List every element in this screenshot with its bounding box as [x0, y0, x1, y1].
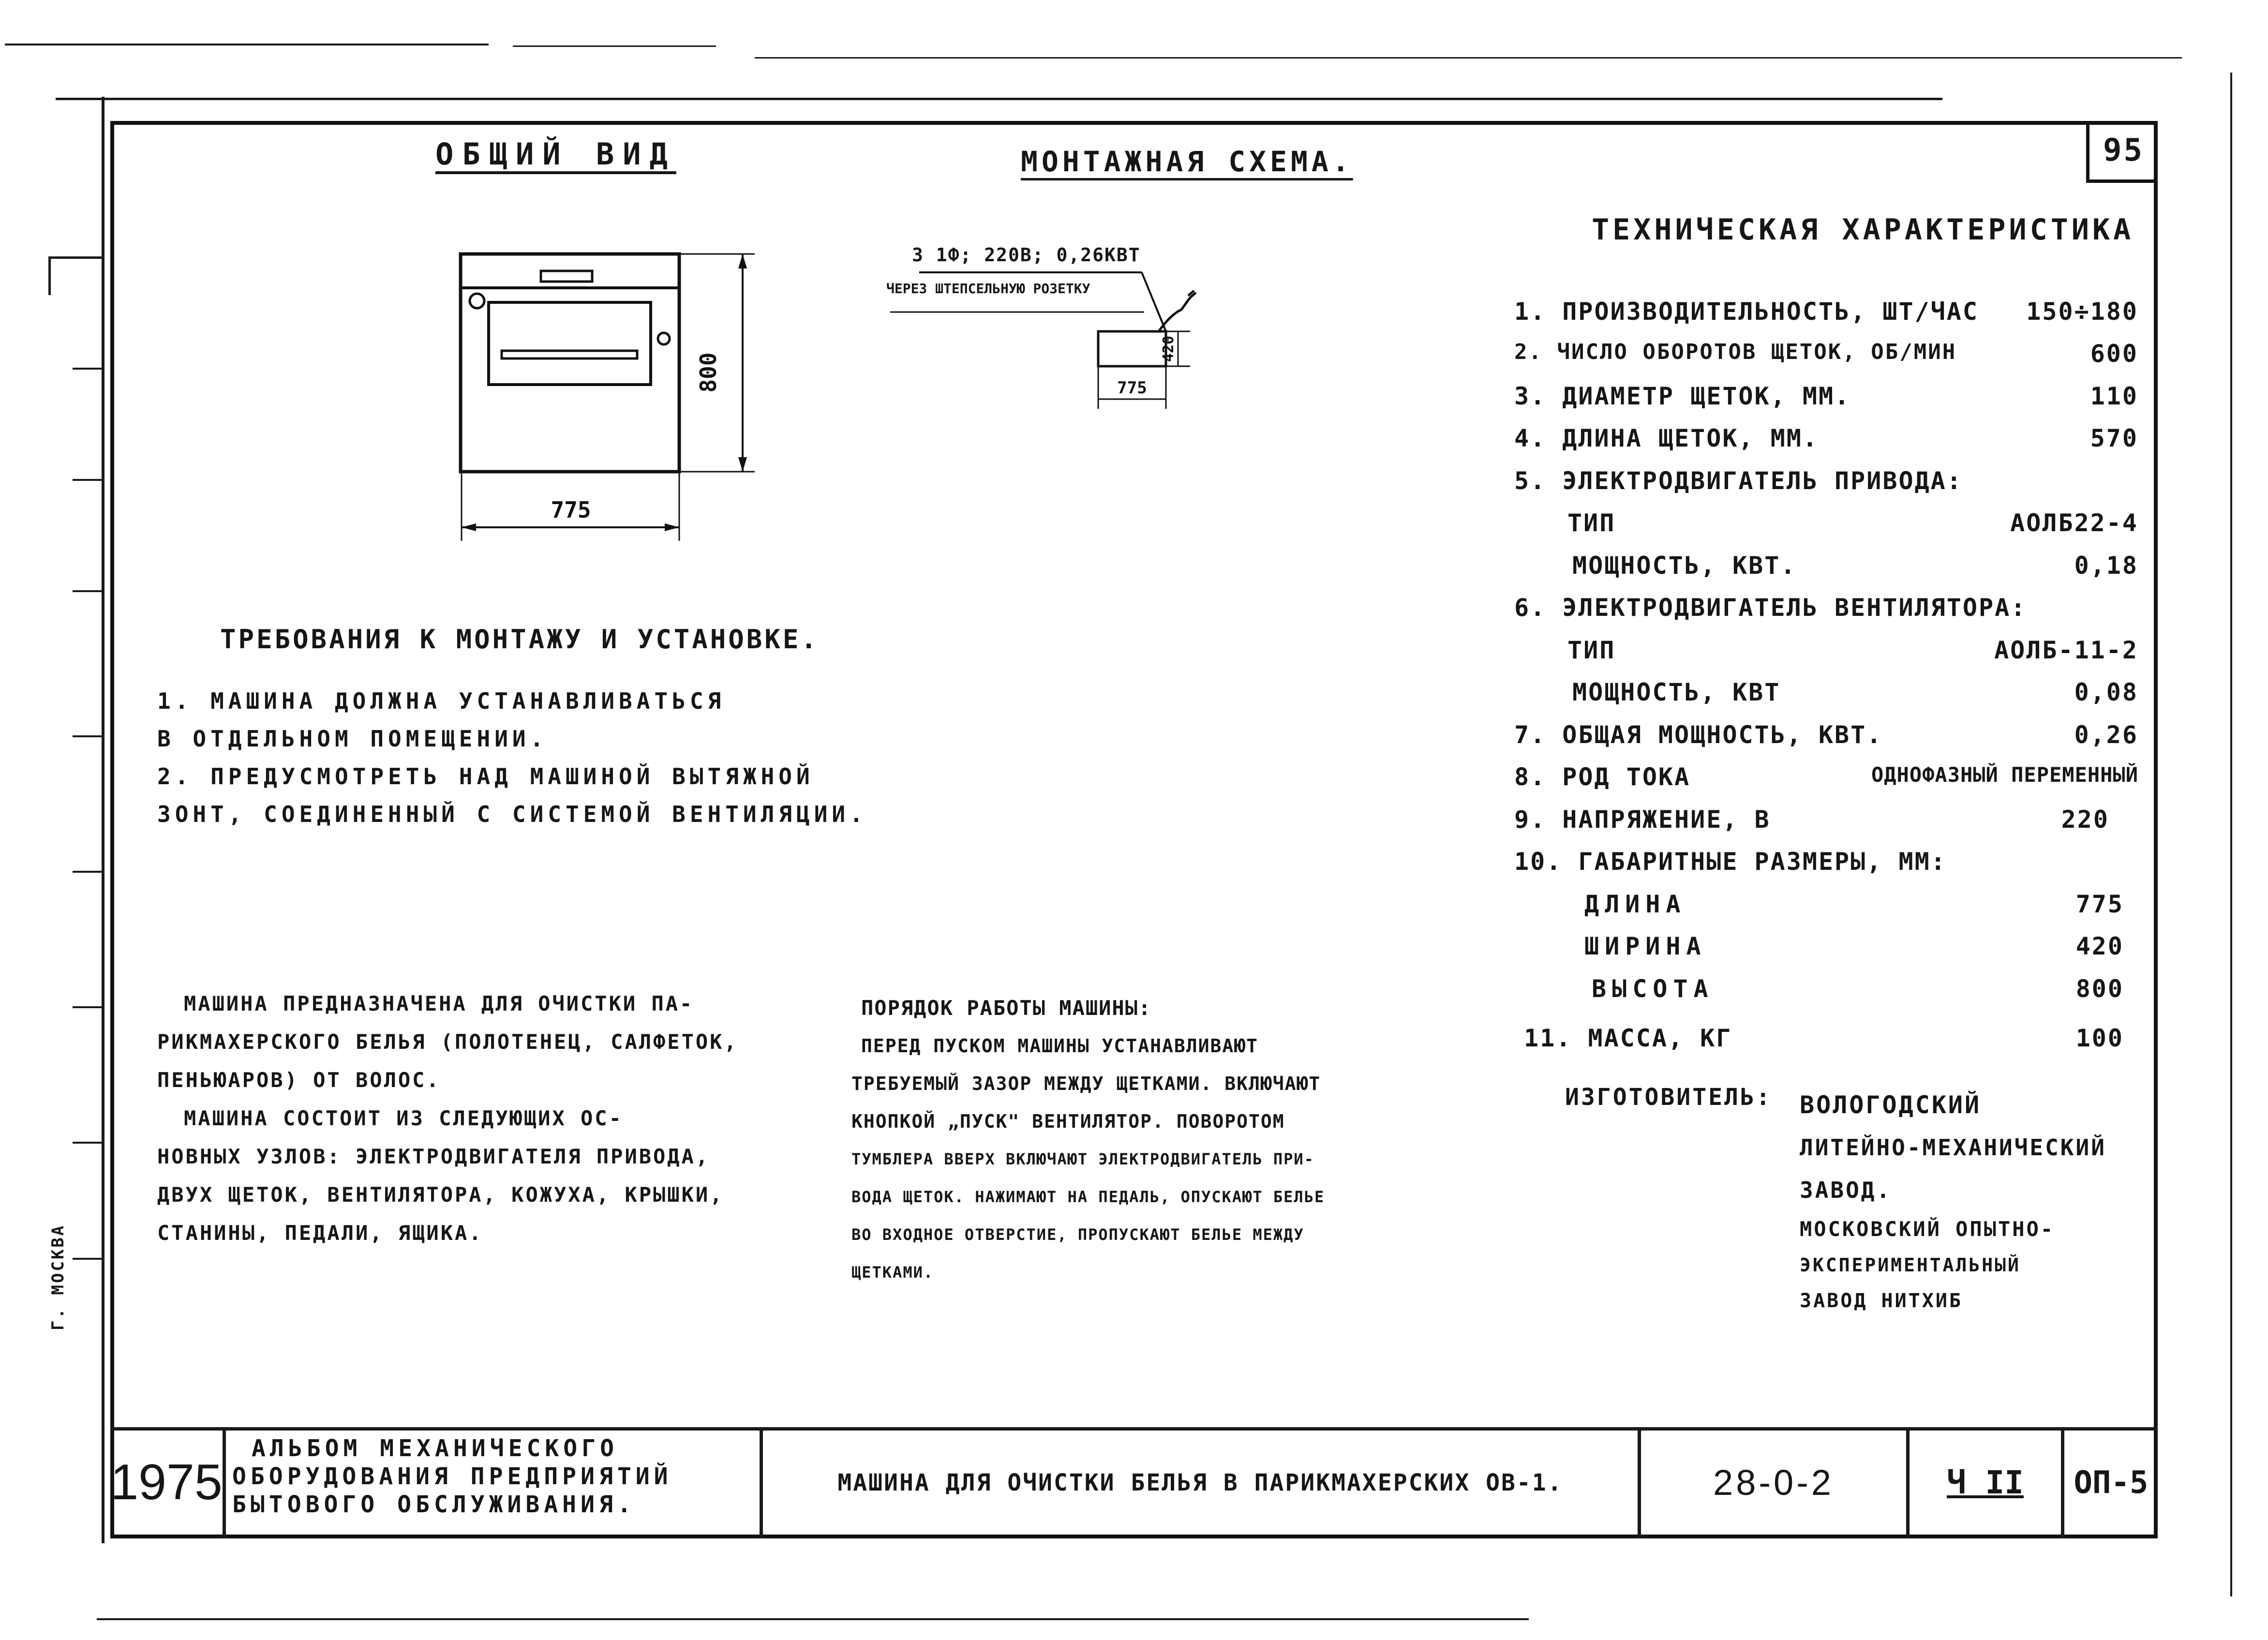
title-block-divider [760, 1427, 763, 1538]
margin-tick [73, 1258, 104, 1260]
title-block-divider [223, 1427, 226, 1538]
drawing-part: Ч II [1947, 1464, 2024, 1501]
title-block-divider [1906, 1427, 1910, 1538]
spec-row [1514, 467, 2138, 507]
spec-label: 11. МАССА, КГ [1524, 1024, 1732, 1052]
spec-row [1514, 975, 2138, 1015]
spec-value: 800 [2075, 975, 2124, 1003]
manufacturer-line: ЭКСПЕРИМЕНТАЛЬНЫЙ [1800, 1254, 2021, 1276]
spec-label: 9. НАПРЯЖЕНИЕ, В [1514, 805, 1771, 834]
spec-label: 10. ГАБАРИТНЫЕ РАЗМЕРЫ, ММ: [1514, 848, 1947, 876]
drawing-name-cell [763, 1431, 1638, 1535]
spec-value: 570 [2090, 424, 2138, 452]
album-cell [232, 1434, 755, 1519]
spec-row [1514, 805, 2138, 846]
spec-value: 600 [2090, 340, 2138, 368]
operation-line: ТУМБЛЕРА ВВЕРХ ВКЛЮЧАЮТ ЭЛЕКТРОДВИГАТЕЛЬ ПРИ- [851, 1150, 1314, 1168]
requirements-text [157, 682, 867, 833]
purpose-line: РИКМАХЕРСКОГО БЕЛЬЯ (ПОЛОТЕНЕЦ, САЛФЕТОК, [157, 1030, 738, 1054]
spec-value: 100 [2075, 1024, 2124, 1052]
requirements-line: ЗОНТ, СОЕДИНЕННЫЙ С СИСТЕМОЙ ВЕНТИЛЯЦИИ. [157, 801, 867, 827]
manufacturer-label: ИЗГОТОВИТЕЛЬ: [1565, 1084, 1772, 1111]
operation-line: ВОДА ЩЕТОК. НАЖИМАЮТ НА ПЕДАЛЬ, ОПУСКАЮТ БЕЛЬЕ [851, 1188, 1325, 1206]
right-margin-line [2230, 73, 2232, 1596]
manufacturer-line: ВОЛОГОДСКИЙ [1800, 1091, 1982, 1119]
leader-line [1142, 272, 1166, 331]
spec-label: МОЩНОСТЬ, КВТ [1572, 678, 1781, 706]
spec-row [1514, 890, 2138, 931]
spec-value: АОЛБ-11-2 [1994, 636, 2138, 664]
manufacturer-line: ЗАВОД. [1800, 1177, 1892, 1203]
page-number-box [2086, 121, 2158, 183]
requirements-line: В ОТДЕЛЬНОМ ПОМЕЩЕНИИ. [157, 726, 548, 752]
requirements-line: 2. ПРЕДУСМОТРЕТЬ НАД МАШИНОЙ ВЫТЯЖНОЙ [157, 763, 814, 790]
spec-row [1514, 763, 2138, 804]
spec-value: 220 [2061, 805, 2109, 834]
upper-border-line [56, 98, 1942, 100]
left-margin-line [102, 97, 104, 1543]
drawing-code: 28-0-2 [1713, 1462, 1834, 1503]
title-block-divider [2061, 1427, 2064, 1538]
album-line: БЫТОВОГО ОБСЛУЖИВАНИЯ. [232, 1491, 636, 1518]
spec-row [1514, 382, 2138, 423]
spec-row [1514, 848, 2138, 888]
spec-label: 6. ЭЛЕКТРОДВИГАТЕЛЬ ВЕНТИЛЯТОРА: [1514, 594, 2027, 622]
purpose-line: ДВУХ ЩЕТОК, ВЕНТИЛЯТОРА, КОЖУХА, КРЫШКИ, [157, 1183, 724, 1207]
top-scan-line-3 [755, 57, 2182, 59]
bottom-scan-line [97, 1618, 1529, 1620]
spec-value: 420 [2075, 932, 2124, 960]
operation-title: ПОРЯДОК РАБОТЫ МАШИНЫ: [861, 996, 1152, 1020]
spec-row [1514, 552, 2138, 592]
year-cell [110, 1431, 223, 1535]
album-line: АЛЬБОМ МЕХАНИЧЕСКОГО [252, 1435, 618, 1462]
lid-handle [541, 271, 592, 282]
dim-arrow [462, 523, 476, 531]
manufacturer-text [1800, 1084, 2106, 1319]
machine-plan [1098, 331, 1166, 366]
margin-tick [73, 590, 104, 592]
spec-label: 1. ПРОИЗВОДИТЕЛЬНОСТЬ, ШТ/ЧАС [1514, 298, 1979, 326]
purpose-line: МАШИНА ПРЕДНАЗНАЧЕНА ДЛЯ ОЧИСТКИ ПА- [184, 992, 694, 1015]
spec-label: 5. ЭЛЕКТРОДВИГАТЕЛЬ ПРИВОДА: [1514, 467, 1963, 495]
dim-arrow [665, 523, 679, 531]
operation-line: ВО ВХОДНОЕ ОТВЕРСТИЕ, ПРОПУСКАЮТ БЕЛЬЕ МЕЖДУ [851, 1225, 1304, 1244]
year: 1975 [110, 1454, 223, 1510]
purpose-line: ПЕНЬЮАРОВ) ОТ ВОЛОС. [157, 1068, 441, 1092]
dim-h-label: 420 [1160, 335, 1177, 362]
wiring-title: МОНТАЖНАЯ СХЕМА. [1021, 145, 1353, 178]
dim-width-label: 775 [551, 497, 591, 523]
dim-w-label: 775 [1117, 378, 1147, 398]
wiring-supply-label: 3 1Ф; 220В; 0,26КВТ [912, 244, 1141, 266]
purpose-line: НОВНЫХ УЗЛОВ: ЭЛЕКТРОДВИГАТЕЛЯ ПРИВОДА, [157, 1145, 710, 1168]
operation-line: ЩЕТКАМИ. [851, 1263, 934, 1282]
spec-row [1514, 636, 2138, 677]
dim-arrow [738, 254, 747, 268]
spec-value: 110 [2090, 382, 2138, 410]
requirements-line: 1. МАШИНА ДОЛЖНА УСТАНАВЛИВАТЬСЯ [157, 688, 726, 714]
margin-tick [73, 871, 104, 873]
spec-label: ТИП [1567, 636, 1616, 664]
operation-text [851, 989, 1325, 1291]
spec-label: 7. ОБЩАЯ МОЩНОСТЬ, КВТ. [1514, 721, 1883, 749]
sheet-cell [2064, 1431, 2158, 1535]
purpose-line: МАШИНА СОСТОИТ ИЗ СЛЕДУЮЩИХ ОС- [184, 1106, 623, 1130]
wiring-via-label: ЧЕРЕЗ ШТЕПСЕЛЬНУЮ РОЗЕТКУ [886, 281, 1090, 297]
spec-label: 3. ДИАМЕТР ЩЕТОК, ММ. [1514, 382, 1851, 410]
drawing-name: МАШИНА ДЛЯ ОЧИСТКИ БЕЛЬЯ В ПАРИКМАХЕРСКИХ ОВ-1. [837, 1469, 1563, 1496]
operation-line: КНОПКОЙ „ПУСК" ВЕНТИЛЯТОР. ПОВОРОТОМ [851, 1111, 1285, 1132]
operation-line: ПЕРЕД ПУСКОМ МАШИНЫ УСТАНАВЛИВАЮТ [861, 1035, 1258, 1057]
top-scan-line-2 [513, 45, 716, 47]
margin-tick [48, 256, 51, 295]
spec-value: ОДНОФАЗНЫЙ ПЕРЕМЕННЫЙ [1871, 763, 2138, 787]
purpose-line: СТАНИНЫ, ПЕДАЛИ, ЯЩИКА. [157, 1221, 483, 1245]
specs-title: ТЕХНИЧЕСКАЯ ХАРАКТЕРИСТИКА [1592, 213, 2134, 247]
spec-label: 8. РОД ТОКА [1514, 763, 1691, 791]
spec-label: ШИРИНА [1584, 932, 1707, 960]
spec-value: АОЛБ22-4 [2010, 509, 2138, 537]
spec-label: 2. ЧИСЛО ОБОРОТОВ ЩЕТОК, ОБ/МИН [1514, 340, 1957, 364]
spec-value: 150÷180 [2026, 298, 2138, 326]
spec-value: 0,18 [2074, 552, 2138, 580]
part-cell [1910, 1431, 2061, 1535]
title-block-divider [1638, 1427, 1641, 1538]
album-line: ОБОРУДОВАНИЯ ПРЕДПРИЯТИЙ [232, 1463, 672, 1490]
spec-row [1514, 932, 2138, 973]
spec-value: 0,08 [2074, 678, 2138, 706]
left-knob [470, 294, 484, 308]
inlet-opening [489, 302, 651, 385]
general-view-title: ОБЩИЙ ВИД [435, 136, 676, 172]
spec-row [1514, 509, 2138, 550]
margin-tick [73, 368, 104, 370]
plug [1188, 291, 1196, 298]
spec-row [1514, 298, 2138, 338]
margin-tick [73, 1006, 104, 1008]
wiring-drawing [880, 264, 1229, 418]
margin-tick [48, 256, 104, 259]
right-knob [658, 333, 670, 344]
spec-label: ВЫСОТА [1592, 975, 1714, 1003]
dim-arrow [738, 457, 747, 472]
general-view-drawing [435, 242, 784, 552]
margin-tick [73, 479, 104, 481]
spec-label: 4. ДЛИНА ЩЕТОК, ММ. [1514, 424, 1819, 452]
spec-label: ДЛИНА [1584, 890, 1686, 918]
spec-value: 0,26 [2074, 721, 2138, 749]
margin-stamp: Г. МОСКВА [48, 1223, 68, 1330]
spec-row [1514, 594, 2138, 634]
spec-row [1514, 678, 2138, 719]
spec-row [1514, 424, 2138, 465]
spec-value: 775 [2075, 890, 2124, 918]
operation-line: ТРЕБУЕМЫЙ ЗАЗОР МЕЖДУ ЩЕТКАМИ. ВКЛЮЧАЮТ [851, 1073, 1321, 1094]
spec-row [1514, 1024, 2138, 1065]
top-scan-line [5, 44, 489, 45]
spec-label: ТИП [1567, 509, 1616, 537]
manufacturer-line: ЗАВОД НИТХИБ [1800, 1290, 1963, 1312]
margin-tick [73, 1142, 104, 1144]
margin-tick [73, 735, 104, 737]
cable [1159, 298, 1190, 331]
title-block-top-line [110, 1427, 2158, 1431]
dim-height-label: 800 [695, 352, 721, 393]
page-number: 95 [2103, 132, 2145, 168]
sheet-code: ОП-5 [2074, 1464, 2149, 1501]
spec-label: МОЩНОСТЬ, КВТ. [1572, 552, 1797, 580]
spec-row [1514, 721, 2138, 761]
manufacturer-line: ЛИТЕЙНО-МЕХАНИЧЕСКИЙ [1800, 1134, 2106, 1161]
requirements-title: ТРЕБОВАНИЯ К МОНТАЖУ И УСТАНОВКЕ. [220, 624, 819, 655]
manufacturer-line: МОСКОВСКИЙ ОПЫТНО- [1800, 1217, 2055, 1241]
inlet-slot [502, 351, 637, 358]
purpose-text [157, 984, 738, 1252]
spec-row [1514, 340, 2138, 380]
code-cell [1641, 1431, 1906, 1535]
